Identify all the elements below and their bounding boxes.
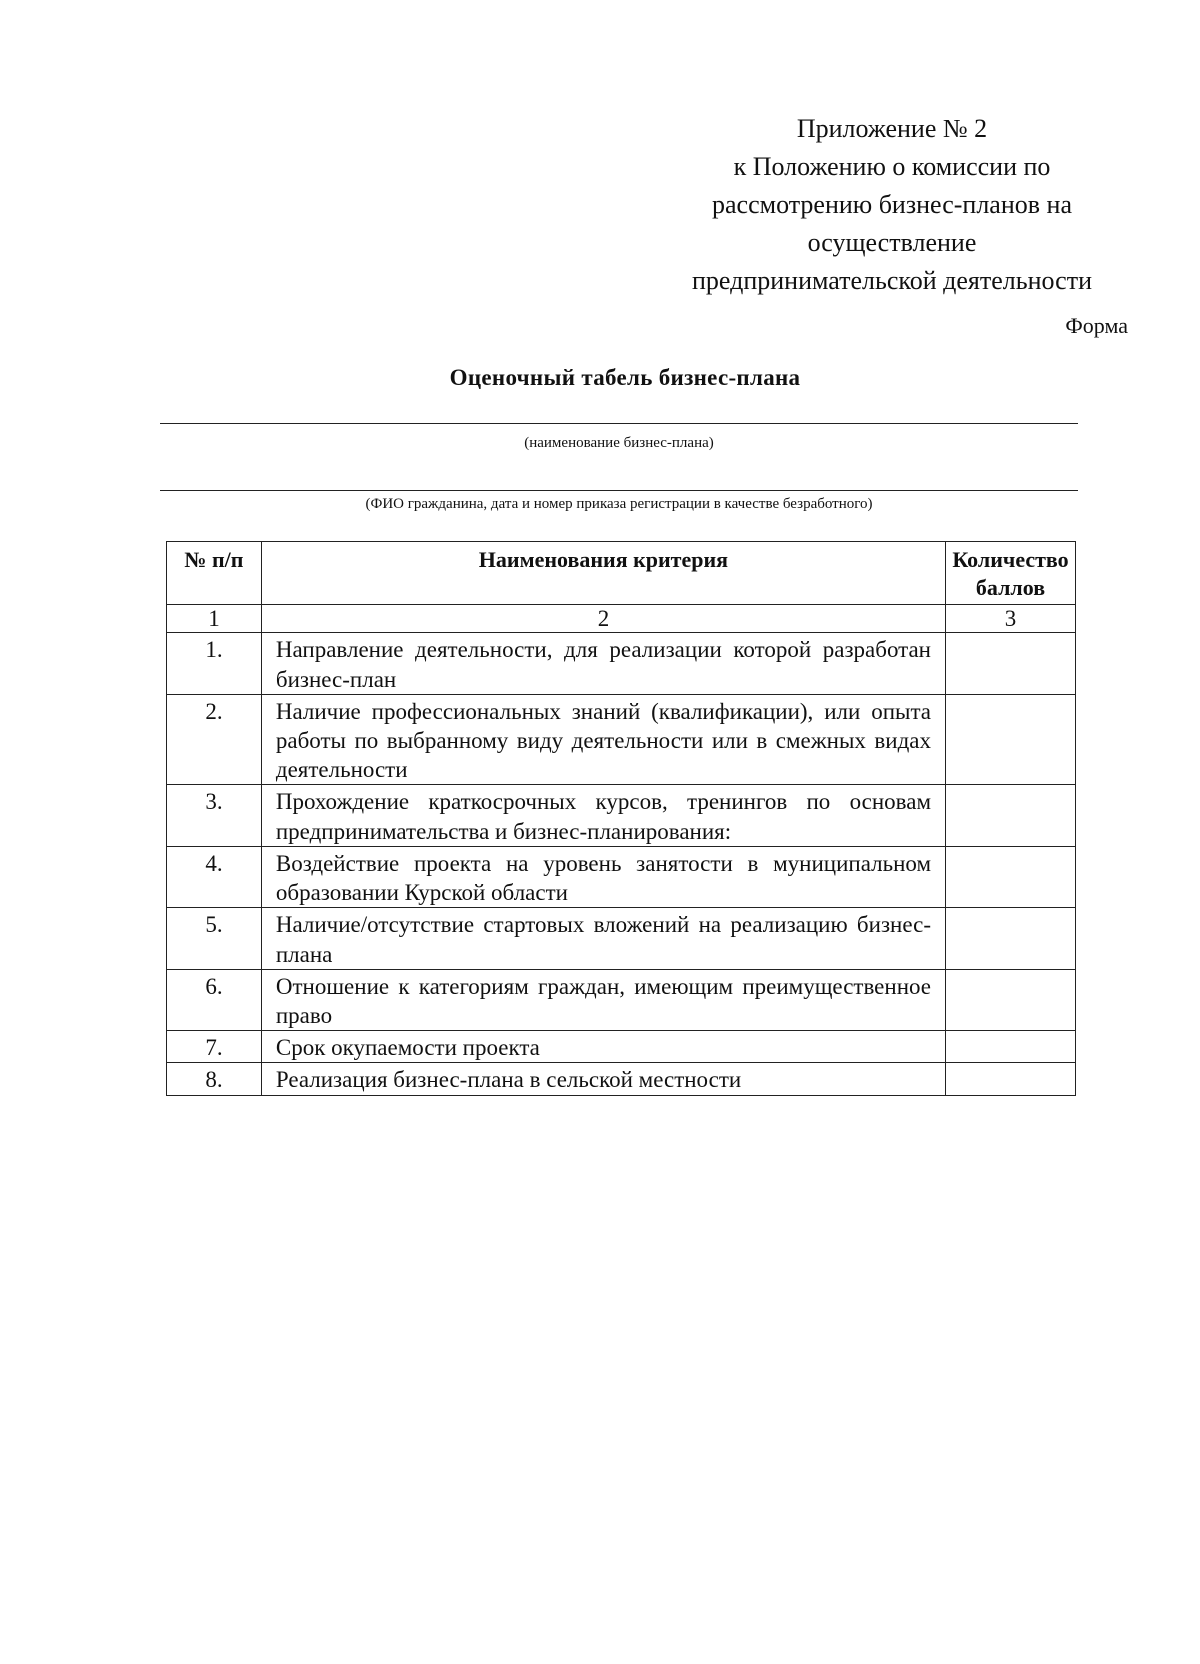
column-index-row [167, 604, 1076, 633]
annex-line: осуществление [807, 227, 977, 257]
column-index-cell: 2 [261, 604, 945, 633]
form-label: Форма [1065, 313, 1128, 338]
document-title: Оценочный табель бизнес-плана [449, 365, 801, 390]
criteria-table [166, 541, 1076, 1096]
row-number: 4. [167, 846, 262, 907]
row-number: 7. [167, 1031, 262, 1063]
score-cell [946, 846, 1076, 907]
header-num: № п/п [167, 542, 262, 605]
annex-header [662, 110, 1122, 300]
table-row [167, 908, 1076, 969]
score-cell [946, 785, 1076, 846]
score-cell [946, 694, 1076, 785]
criterion-name: Воздействие проекта на уровень занятости в муниципальном образовании Курской области [261, 846, 945, 907]
criteria-table-body [167, 604, 1076, 1095]
score-cell [946, 908, 1076, 969]
score-cell [946, 969, 1076, 1030]
annex-line: к Положению о комиссии по [733, 151, 1051, 181]
row-number: 5. [167, 908, 262, 969]
row-number: 3. [167, 785, 262, 846]
criterion-name: Отношение к категориям граждан, имеющим преимущественное право [261, 969, 945, 1030]
criteria-table-head [167, 542, 1076, 605]
plan-name-fill-line [160, 423, 1078, 424]
table-row [167, 1063, 1076, 1095]
header-row [167, 542, 1076, 605]
header-name: Наименования критерия [261, 542, 945, 605]
row-number: 8. [167, 1063, 262, 1095]
plan-name-caption: (наименование бизнес-плана) [524, 435, 714, 451]
row-number: 6. [167, 969, 262, 1030]
criterion-name: Срок окупаемости проекта [261, 1031, 945, 1063]
row-number: 2. [167, 694, 262, 785]
table-row [167, 969, 1076, 1030]
table-row [167, 633, 1076, 694]
criterion-name: Реализация бизнес-плана в сельской местности [261, 1063, 945, 1095]
table-row [167, 785, 1076, 846]
citizen-fill-line [160, 490, 1078, 491]
table-row [167, 1031, 1076, 1063]
column-index-cell: 3 [946, 604, 1076, 633]
annex-line: предпринимательской деятельности [692, 265, 1092, 295]
criterion-name: Прохождение краткосрочных курсов, тренингов по основам предпринимательства и бизнес-планирования: [261, 785, 945, 846]
score-cell [946, 1031, 1076, 1063]
criterion-name: Наличие профессиональных знаний (квалификации), или опыта работы по выбранному виду деятельности или в смежных видах деятельности [261, 694, 945, 785]
score-cell [946, 633, 1076, 694]
criterion-name: Наличие/отсутствие стартовых вложений на реализацию бизнес-плана [261, 908, 945, 969]
column-index-cell: 1 [167, 604, 262, 633]
score-cell [946, 1063, 1076, 1095]
table-row [167, 846, 1076, 907]
table-row [167, 694, 1076, 785]
annex-line: Приложение № 2 [796, 114, 988, 143]
annex-line: рассмотрению бизнес-планов на [712, 189, 1072, 219]
row-number: 1. [167, 633, 262, 694]
header-score: Количество баллов [946, 542, 1076, 605]
citizen-caption: (ФИО гражданина, дата и номер приказа регистрации в качестве безработного) [365, 496, 873, 512]
criterion-name: Направление деятельности, для реализации которой разработан бизнес-план [261, 633, 945, 694]
